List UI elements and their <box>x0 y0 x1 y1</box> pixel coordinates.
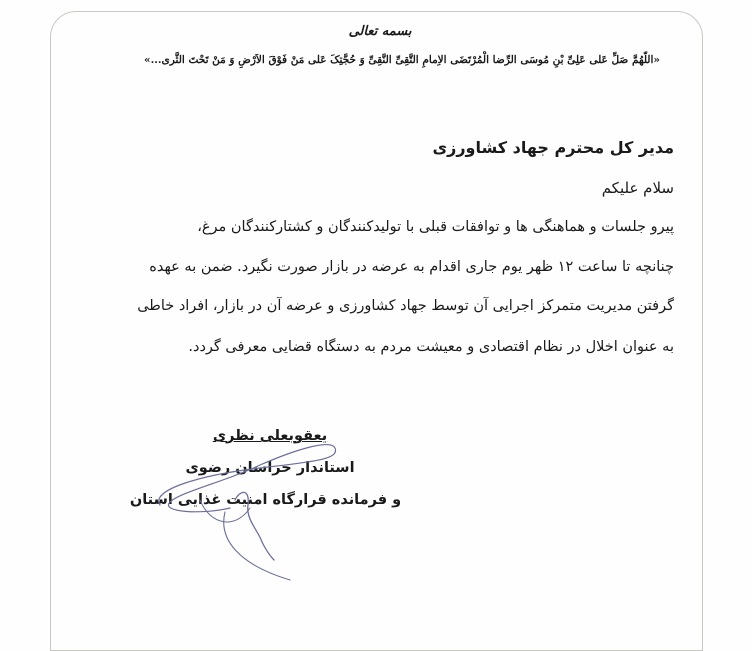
body-paragraph-line-1: پیرو جلسات و هماهنگی ها و توافقات قبلی با تولیدکنندگان و کشتارکنندگان مرغ، <box>197 219 674 235</box>
signatory-name: یعقوبعلی نظری <box>212 428 328 444</box>
body-paragraph-line-3: گرفتن مدیریت متمرکز اجرایی آن توسط جهاد کشاورزی و عرضه آن در بازار، افراد خاطی <box>137 298 674 314</box>
signatory-title-commander: و فرمانده قرارگاه امنیت غذایی استان <box>129 492 402 508</box>
body-paragraph-line-2: چنانچه تا ساعت ۱۲ ظهر یوم جاری اقدام به عرضه در بازار صورت نگیرد. ضمن به عهده <box>149 259 674 275</box>
salawat-invocation: «اللّهُمَّ صَلِّ عَلی عَلِیِّ بْنِ مُوسَی الرِّضا الْمُرْتَضَی الاِمامِ التَّقِیِّ النَّقِیِّ وَ حُجَّتِکَ عَلی مَنْ فَوْقَ الاَرْضِ وَ مَنْ تَحْتَ الثَّری...» <box>144 54 660 66</box>
greeting-line: سلام علیکم <box>601 179 674 197</box>
signatory-title-governor: استاندار خراسان رضوی <box>185 460 355 476</box>
basmala-heading: بسمه تعالی <box>348 24 412 39</box>
letterhead-frame <box>50 11 703 651</box>
addressee-line: مدیر کل محترم جهاد کشاورزی <box>432 138 674 157</box>
body-paragraph-line-4: به عنوان اخلال در نظام اقتصادی و معیشت مردم به دستگاه قضایی معرفی گردد. <box>188 339 674 355</box>
